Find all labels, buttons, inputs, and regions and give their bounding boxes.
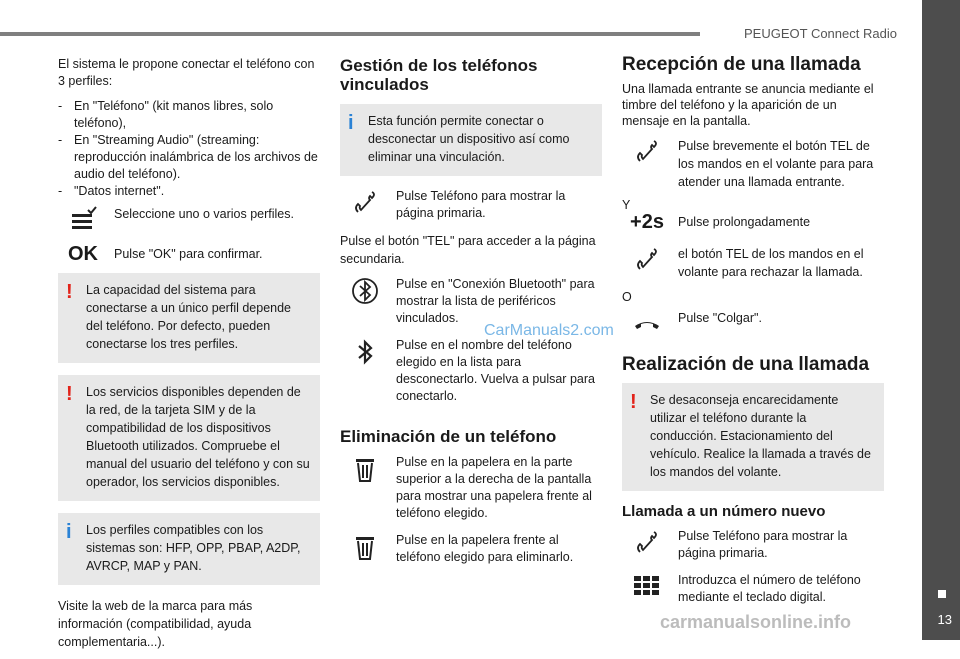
trash-icon	[340, 454, 390, 484]
step-row: el botón TEL de los mandos en el volante para rechazar la llamada.	[622, 245, 884, 281]
column-2	[340, 56, 602, 576]
phone-icon	[622, 137, 672, 167]
warning-icon: !	[66, 281, 73, 303]
step-row: Pulse brevemente el botón TEL de los mandos en el volante para para atender una llamada entrante.	[622, 137, 884, 191]
footer-watermark: carmanualsonline.info	[660, 612, 852, 632]
column-1	[58, 56, 320, 659]
list-item: - "Datos internet".	[58, 184, 165, 198]
profiles-intro: El sistema le propone conectar el teléfono con 3 perfiles:	[58, 57, 315, 88]
trash-icon	[340, 532, 390, 562]
page-side-strip	[922, 0, 960, 640]
warning-box: ! Se desaconseja encarecidamente utilizar el teléfono durante la conducción. Estacionamiento del vehículo. Realice la llamada a través de los mandos del volante.	[622, 383, 884, 491]
info-icon: i	[66, 521, 72, 543]
warning-icon: !	[66, 383, 73, 405]
step-row: Introduzca el número de teléfono mediante el teclado digital.	[622, 572, 884, 606]
warning-icon: !	[630, 391, 637, 413]
hang-up-icon	[622, 310, 672, 340]
step-row: +2s Pulse prolongadamente	[622, 214, 884, 231]
phone-icon	[622, 528, 672, 558]
step-row: Seleccione uno o varios perfiles.	[58, 206, 320, 236]
step-row: Pulse Teléfono para mostrar la página primaria.	[622, 528, 884, 562]
phone-icon	[340, 188, 390, 218]
bluetooth-icon	[340, 337, 390, 367]
info-icon: i	[348, 112, 354, 134]
tel-instruction: Pulse el botón "TEL" para acceder a la página secundaria.	[340, 234, 596, 266]
list-item: - En "Streaming Audio" (streaming: reproducción inalámbrica de los archivos de audio del teléfono).	[58, 133, 318, 181]
phone-icon	[622, 245, 672, 275]
section-heading: Eliminación de un teléfono	[340, 427, 557, 446]
section-heading: Gestión de los teléfonos vinculados	[340, 56, 538, 94]
checklist-icon	[58, 206, 108, 236]
continue-marker	[938, 590, 946, 598]
step-row: Pulse "Colgar".	[622, 310, 884, 340]
info-box: i Los perfiles compatibles con los sistemas son: HFP, OPP, PBAP, A2DP, AVRCP, MAP y PAN.	[58, 513, 320, 585]
list-item: - En "Teléfono" (kit manos libres, solo teléfono),	[58, 99, 274, 130]
page-header: PEUGEOT Connect Radio	[744, 26, 897, 41]
top-rule	[0, 32, 700, 36]
or-label: Y	[622, 198, 631, 212]
step-row: Pulse en la papelera frente al teléfono elegido para eliminarlo.	[340, 532, 602, 566]
bluetooth-circle-icon	[340, 276, 390, 306]
column-3	[622, 56, 884, 616]
warning-box: ! Los servicios disponibles dependen de la red, de la tarjeta SIM y de la compatibilidad de los dispositivos Bluetooth utilizados. Compruebe el manual del usuario del teléfono y con su operador, los servicios disponibles.	[58, 375, 320, 501]
section-heading: Recepción de una llamada	[622, 54, 861, 75]
section-heading: Realización de una llamada	[622, 354, 870, 375]
keypad-icon	[622, 572, 672, 602]
ok-icon: OK	[68, 243, 98, 265]
step-row: Pulse en el nombre del teléfono elegido en la lista para desconectarlo. Vuelva a pulsar para conectarlo.	[340, 337, 602, 405]
info-box: i Esta función permite conectar o desconectar un dispositivo así como eliminar una vinculación.	[340, 104, 602, 176]
more-info: Visite la web de la marca para más información (compatibilidad, ayuda complementaria...).	[58, 599, 253, 649]
step-row: Pulse Teléfono para mostrar la página primaria.	[340, 188, 602, 222]
subsection-heading: Llamada a un número nuevo	[622, 503, 826, 520]
page-number: 13	[937, 612, 952, 627]
watermark: CarManuals2.com	[484, 322, 614, 339]
long-press-icon: +2s	[630, 211, 664, 233]
or-label: O	[622, 290, 632, 304]
step-row: OK Pulse "OK" para confirmar.	[58, 246, 320, 263]
receive-intro: Una llamada entrante se anuncia mediante el timbre del teléfono y la aparición de un mensaje en la pantalla.	[622, 82, 874, 128]
step-row: Pulse en la papelera en la parte superior a la derecha de la pantalla para mostrar una papelera frente al teléfono elegido.	[340, 454, 602, 522]
warning-box: ! La capacidad del sistema para conectarse a un único perfil depende del teléfono. Por defecto, pueden conectarse los tres perfiles.	[58, 273, 320, 363]
step-row: Pulse en "Conexión Bluetooth" para mostrar la lista de periféricos vinculados.	[340, 276, 602, 327]
